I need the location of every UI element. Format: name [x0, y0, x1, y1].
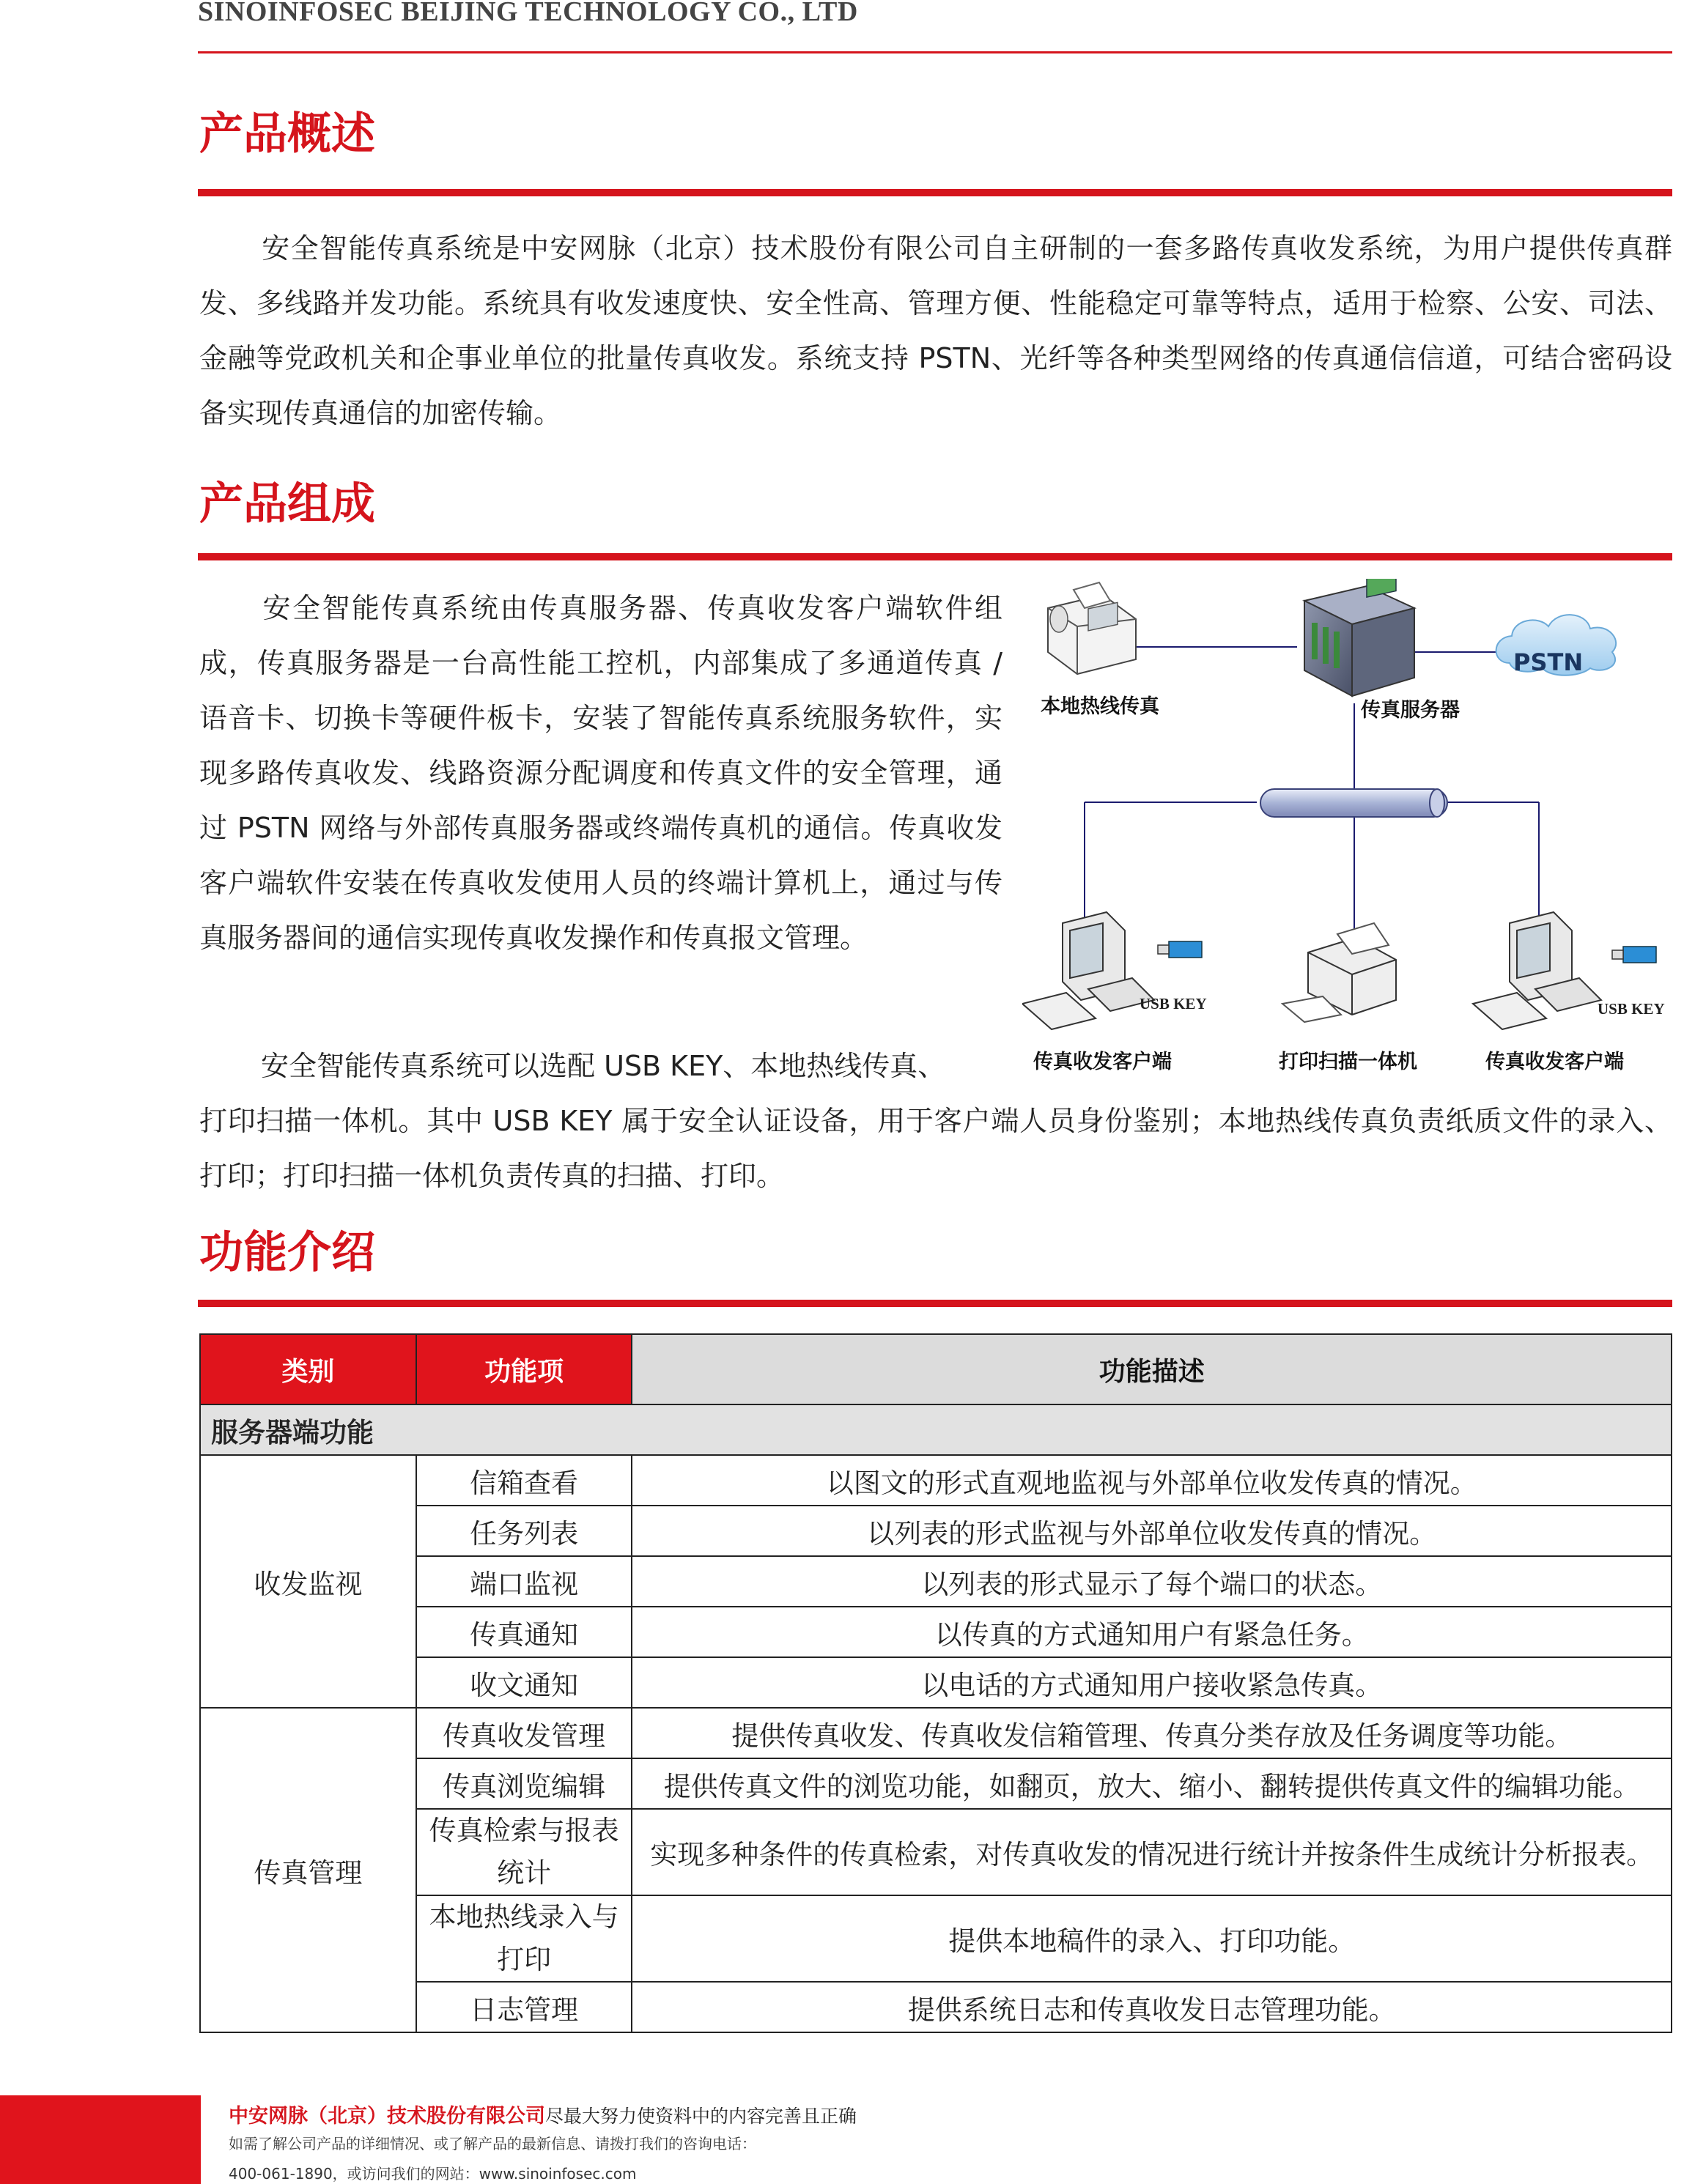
desc-cell: 以列表的形式显示了每个端口的状态。	[632, 1556, 1672, 1607]
client-left-label: 传真收发客户端	[1033, 1051, 1172, 1073]
table-row	[200, 1607, 1672, 1657]
local-fax-label: 本地热线传真	[1041, 695, 1159, 718]
item-cell: 任务列表	[416, 1506, 632, 1556]
footer-company-line	[229, 2100, 857, 2128]
header-description: 功能描述	[632, 1334, 1672, 1404]
section-rule	[198, 553, 1672, 560]
table-row	[200, 1708, 1672, 1758]
desc-cell: 提供传真文件的浏览功能，如翻页，放大、缩小、翻转提供传真文件的编辑功能。	[632, 1758, 1672, 1809]
item-cell: 传真收发管理	[416, 1708, 632, 1758]
footer-info-line: 如需了解公司产品的详细情况、或了解产品的最新信息、请拨打我们的咨询电话：	[229, 2135, 756, 2152]
table-row	[200, 1506, 1672, 1556]
client-right-label: 传真收发客户端	[1485, 1051, 1624, 1073]
footer-company-name: 中安网脉（北京）技术股份有限公司	[229, 2105, 545, 2128]
pstn-label: PSTN	[1513, 648, 1584, 676]
table-row	[200, 1657, 1672, 1708]
section-rule	[198, 189, 1672, 196]
desc-cell: 以传真的方式通知用户有紧急任务。	[632, 1607, 1672, 1657]
category-cell: 传真管理	[200, 1708, 416, 2032]
desc-cell: 提供本地稿件的录入、打印功能。	[632, 1895, 1672, 1982]
table-row	[200, 1556, 1672, 1607]
usb-key-label: USB KEY	[1140, 995, 1207, 1013]
desc-cell: 实现多种条件的传真检索，对传真收发的情况进行统计并按条件生成统计分析报表。	[632, 1809, 1672, 1895]
item-cell: 信箱查看	[416, 1455, 632, 1506]
composition-paragraph-1: 安全智能传真系统由传真服务器、传真收发客户端软件组成，传真服务器是一台高性能工控机，内部集成了多通道传真 / 语音卡、切换卡等硬件板卡，安装了智能传真系统服务软件，实现多路传真收发、线路资源分配调度和传真文件的安全管理，通过 PSTN 网络与外部传真服务器或终端传真机的通信。传真收发客户端软件安装在传真收发使用人员的终端计算机上，通过与传真服务器间的通信实现传真收发操作和传真报文管理。	[199, 592, 1002, 954]
composition-paragraph-2b: 打印扫描一体机。其中 USB KEY 属于安全认证设备，用于客户端人员身份鉴别；本地热线传真负责纸质文件的录入、打印；打印扫描一体机负责传真的扫描、打印。	[199, 1105, 1672, 1192]
item-cell: 本地热线录入与打印	[416, 1895, 632, 1982]
fax-icon	[1048, 582, 1136, 674]
table-row	[200, 1982, 1672, 2032]
usb-key-label: USB KEY	[1598, 1000, 1665, 1018]
footer-accent-bar	[0, 2095, 201, 2184]
item-cell: 收文通知	[416, 1657, 632, 1708]
table-header-row	[200, 1334, 1672, 1404]
section-title-overview: 产品概述	[199, 108, 375, 160]
section-title-functions: 功能介绍	[199, 1227, 375, 1278]
item-cell: 传真通知	[416, 1607, 632, 1657]
server-label: 传真服务器	[1361, 699, 1460, 722]
group-row	[200, 1404, 1672, 1455]
desc-cell: 以列表的形式监视与外部单位收发传真的情况。	[632, 1506, 1672, 1556]
header-category: 类别	[200, 1334, 416, 1404]
overview-paragraph: 安全智能传真系统是中安网脉（北京）技术股份有限公司自主研制的一套多路传真收发系统，为用户提供传真群发、多线路并发功能。系统具有收发速度快、安全性高、管理方便、性能稳定可靠等特点，适用于检察、公安、司法、金融等党政机关和企事业单位的批量传真收发。系统支持 PSTN、光纤等各种类型网络的传真通信信道，可结合密码设备实现传真通信的加密传输。	[199, 232, 1672, 429]
group-label: 服务器端功能	[200, 1404, 1672, 1455]
printer-label: 打印扫描一体机	[1279, 1051, 1417, 1073]
category-cell: 收发监视	[200, 1455, 416, 1708]
table-row	[200, 1758, 1672, 1809]
header-item: 功能项	[416, 1334, 632, 1404]
table-row	[200, 1809, 1672, 1895]
item-cell: 日志管理	[416, 1982, 632, 2032]
server-icon	[1304, 579, 1414, 696]
printer-icon	[1282, 923, 1396, 1022]
section-rule	[198, 1300, 1672, 1307]
footer-contact-line: 400-061-1890，或访问我们的网站：www.sinoinfosec.com	[229, 2165, 637, 2183]
function-table	[199, 1333, 1672, 2033]
section-title-composition: 产品组成	[199, 478, 375, 530]
network-diagram	[1022, 579, 1682, 1077]
desc-cell: 提供系统日志和传真收发日志管理功能。	[632, 1982, 1672, 2032]
header-rule	[198, 51, 1672, 53]
desc-cell: 以图文的形式直观地监视与外部单位收发传真的情况。	[632, 1455, 1672, 1506]
table-row	[200, 1455, 1672, 1506]
item-cell: 传真检索与报表统计	[416, 1809, 632, 1895]
footer-tagline: 尽最大努力使资料中的内容完善且正确	[545, 2106, 857, 2127]
header-company: SINOINFOSEC BEIJING TECHNOLOGY CO., LTD	[198, 0, 858, 27]
desc-cell: 以电话的方式通知用户接收紧急传真。	[632, 1657, 1672, 1708]
item-cell: 端口监视	[416, 1556, 632, 1607]
table-row	[200, 1895, 1672, 1982]
desc-cell: 提供传真收发、传真收发信箱管理、传真分类存放及任务调度等功能。	[632, 1708, 1672, 1758]
item-cell: 传真浏览编辑	[416, 1758, 632, 1809]
composition-paragraph-2a: 安全智能传真系统可以选配 USB KEY、本地热线传真、	[261, 1050, 946, 1082]
